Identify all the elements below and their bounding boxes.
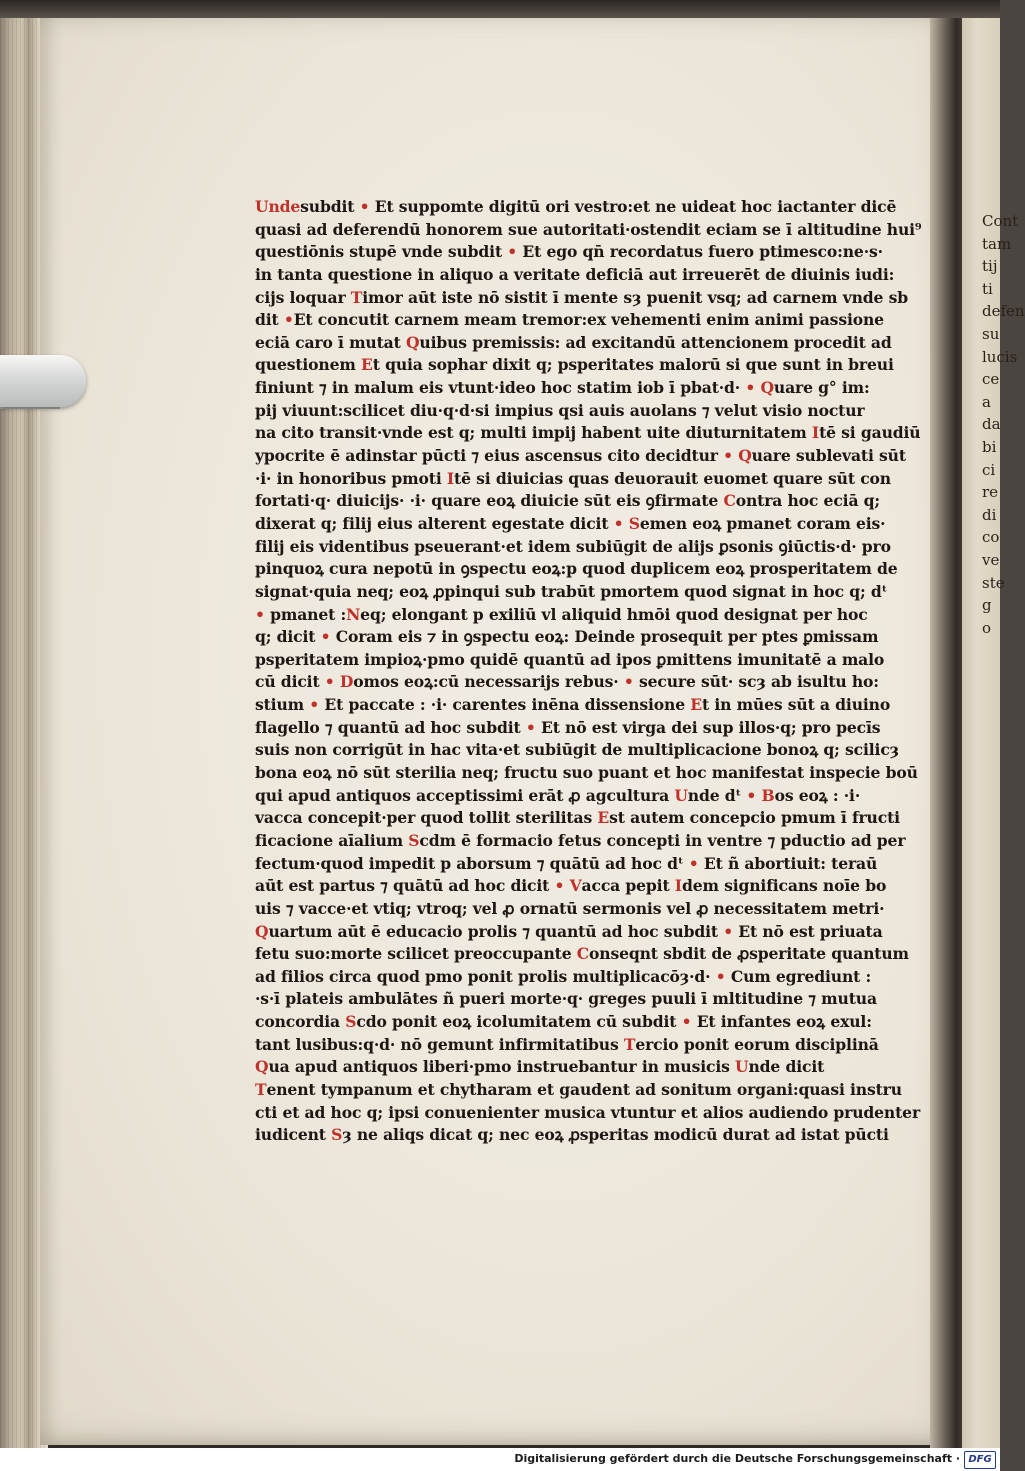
rubricated-initial: I: [446, 468, 455, 488]
paragraph-mark: •: [715, 966, 726, 986]
rubricated-initial: I: [674, 876, 682, 896]
rubricated-initial: S: [331, 1125, 343, 1145]
text-segment: uare g° im:: [773, 378, 870, 398]
text-segment: Et suppomte digitū ori vestro:et ne uideat hoc iactanter dicē: [369, 197, 897, 216]
text-line: [255, 739, 899, 762]
adjacent-page-text: [960, 210, 1025, 639]
rubricated-initial: Unde: [255, 197, 301, 216]
adjacent-page-fragment: g: [982, 596, 992, 615]
text-segment: cdm ē formacio fetus concepti in ventre ⁊ pductio ad per: [419, 830, 906, 850]
text-line: [255, 196, 897, 219]
text-segment: nde dicit: [748, 1057, 825, 1077]
paragraph-mark: •: [681, 1012, 692, 1032]
text-line: [255, 1034, 879, 1057]
paragraph-mark: •: [613, 513, 624, 533]
text-line: [255, 1124, 889, 1147]
text-line: [255, 1102, 921, 1125]
text-line: [255, 671, 879, 694]
text-line: [255, 332, 892, 355]
adjacent-page-fragment: da: [982, 415, 1001, 434]
text-segment: ·i· in honoribus pmoti: [255, 468, 447, 488]
rubricated-initial: U: [735, 1057, 749, 1077]
paragraph-mark: •: [688, 853, 699, 873]
dfg-logo-icon: DFG: [964, 1451, 996, 1469]
text-segment: dit: [255, 310, 284, 330]
text-segment: Et ñ abortiuit: teraū: [698, 853, 878, 873]
text-segment: eq; elongant p exiliū vl aliquid hmōi quod designat per hoc: [360, 604, 868, 624]
rubricated-initial: S: [345, 1012, 357, 1032]
page-clip-icon: [0, 355, 86, 407]
text-line: [255, 400, 875, 423]
text-line: [255, 536, 891, 559]
text-segment: tē si gaudiū: [819, 423, 921, 443]
text-line: [255, 807, 900, 830]
paragraph-mark: •: [320, 627, 331, 647]
adjacent-page-fragment: re: [982, 483, 999, 502]
text-segment: onseqnt sbdit de ꝓsperitate quantum: [589, 944, 909, 964]
text-segment: uibus premissis: ad excitandū attencionem procedit ad: [419, 332, 892, 352]
text-segment: ȝ ne aliqs dicat q; nec eoꝝ ꝓsperitas modicū durat ad istat pūcti: [342, 1125, 889, 1145]
text-line: [255, 966, 875, 989]
text-line: [255, 988, 875, 1011]
text-segment: eciā caro ī mutat: [255, 332, 406, 352]
text-segment: fectum·quod impedit p aborsum ⁊ quātū ad hoc dᵗ: [255, 853, 689, 873]
text-segment: uis ⁊ vacce·et vtiq; vtroq; vel ꝓ ornatū sermonis vel ꝓ necessitatem metri·: [255, 898, 885, 918]
paragraph-mark: •: [525, 717, 536, 737]
paragraph-mark: •: [309, 695, 320, 715]
paragraph-mark: •: [746, 785, 757, 805]
rubricated-initial: T: [350, 287, 363, 307]
text-segment: omos eoꝝ:cū necessarijs rebus·: [353, 672, 624, 692]
text-segment: ·s·ī plateis ambulātes ñ pueri morte·q· greges puuli ī mltitudine ⁊ mutua: [255, 989, 877, 1009]
rubricated-initial: E: [361, 355, 373, 375]
top-shadow: [0, 0, 1000, 18]
paragraph-mark: •: [723, 921, 734, 941]
rubricated-initial: D: [339, 672, 354, 692]
rubricated-initial: Q: [255, 921, 269, 941]
text-segment: t quia sophar dixit q; psperitates malorū si que sunt in breui: [372, 355, 894, 375]
adjacent-page-fragment: a: [982, 392, 991, 411]
text-line: [255, 1079, 902, 1102]
text-segment: os eoꝝ : ·i·: [774, 785, 861, 805]
text-segment: enent tympanum et chytharam et gaudent ad sonitum organi:quasi instru: [266, 1079, 902, 1099]
text-segment: pij viuunt:scilicet diu·q·d·si impius qsi auis auolans ⁊ velut visio noctur: [255, 400, 865, 420]
text-segment: nde dᵗ: [687, 785, 747, 805]
text-line: [255, 762, 918, 785]
adjacent-page-fragment: co: [982, 528, 1000, 547]
text-segment: ad filios circa quod pmo ponit prolis multiplicacōȝ·d·: [255, 966, 716, 986]
rubricated-initial: Q: [255, 1057, 269, 1077]
text-segment: Et concutit carnem meam tremor:ex vehementi enim animi passione: [293, 310, 884, 330]
text-segment: questionem: [255, 355, 362, 375]
text-segment: pmanet :: [264, 604, 347, 624]
text-line: [255, 694, 891, 717]
text-line: [255, 264, 895, 287]
text-line: [255, 309, 884, 332]
rubricated-initial: U: [674, 785, 688, 805]
text-segment: in tanta questione in aliquo a veritate deficiā aut irreuerēt de diuinis iudi:: [255, 264, 895, 284]
text-segment: ficacione aīalium: [255, 830, 409, 850]
text-segment: Et ego qn̄ recordatus fuero ptimesco:ne·s·: [517, 242, 883, 262]
text-segment: flagello ⁊ quantū ad hoc subdit: [255, 717, 526, 737]
paragraph-mark: •: [324, 672, 335, 692]
text-line: [255, 354, 894, 377]
text-segment: subdit: [300, 197, 360, 216]
text-line: [255, 445, 906, 468]
adjacent-page-fragment: su: [982, 324, 1000, 343]
text-line: [255, 377, 875, 400]
text-line: [255, 853, 878, 876]
text-segment: acca pepit: [581, 876, 675, 896]
rubricated-initial: E: [597, 808, 610, 828]
text-segment: secure sūt· scȝ ab isultu ho:: [633, 672, 879, 692]
text-line: [255, 626, 879, 649]
text-segment: filij eis videntibus pseuerant·et idem subiūgit de alijs ꝑsonis ꝯiūctis·d· pro: [255, 536, 891, 556]
footer-bar: [0, 1448, 1000, 1471]
text-segment: ua apud antiquos liberi·pmo instruebantur in musicis: [268, 1057, 736, 1077]
rubricated-initial: I: [811, 423, 820, 443]
text-segment: t in mūes sūt a diuino: [702, 695, 891, 715]
rubricated-initial: T: [255, 1079, 267, 1099]
rubricated-initial: Q: [405, 332, 420, 352]
text-line: [255, 422, 921, 445]
text-segment: imor aūt iste nō sistit ī mente sȝ puenit vsq; ad carnem vnde sb: [362, 287, 908, 307]
text-segment: bona eoꝝ nō sūt sterilia neq; fructu suo puant et hoc manifestat inspecie boū: [255, 763, 918, 783]
adjacent-page-fragment: ste: [982, 573, 1005, 592]
text-segment: ercio ponit eorum disciplinā: [635, 1034, 879, 1054]
text-segment: iudicent: [255, 1125, 332, 1145]
text-segment: dem significans noīe bo: [681, 876, 887, 896]
text-line: [255, 558, 898, 581]
paragraph-mark: •: [623, 672, 634, 692]
text-segment: na cito transit·vnde est q; multi impij habent uite diuturnitatem: [255, 423, 812, 443]
rubricated-initial: S: [408, 830, 420, 850]
text-segment: finiunt ⁊ in malum eis vtunt·ideo hoc statim iob ī pbat·d·: [255, 378, 746, 398]
text-segment: Et nō est virga dei sup illos·q; pro pecīs: [535, 717, 881, 737]
text-segment: ypocrite ē adinstar pūcti ⁊ eius ascensus cito decidtur: [255, 446, 724, 466]
adjacent-page-edge: [962, 0, 1025, 1448]
rubricated-initial: N: [346, 604, 361, 624]
incunabula-text-block: [255, 196, 922, 1147]
text-segment: aūt est partus ⁊ quātū ad hoc dicit: [255, 876, 555, 896]
rubricated-initial: C: [723, 491, 736, 511]
rubricated-initial: Q: [760, 378, 774, 398]
text-line: [255, 1011, 875, 1034]
text-line: [255, 717, 881, 740]
paragraph-mark: •: [255, 604, 265, 624]
text-line: [255, 513, 886, 536]
text-segment: concordia: [255, 1012, 346, 1032]
text-segment: cdo ponit eoꝝ icolumitatem cū subdit: [356, 1012, 682, 1032]
text-line: [255, 1056, 875, 1079]
adjacent-page-fragment: defen: [982, 302, 1025, 321]
paragraph-mark: •: [507, 242, 518, 262]
paragraph-mark: •: [745, 378, 756, 398]
text-segment: psperitatem impioꝝ·pmo quidē quantū ad ipos ꝑmittens imunitatē a malo: [255, 649, 885, 669]
text-segment: qui apud antiquos acceptissimi erāt ꝓ agcultura: [255, 785, 675, 805]
text-line: [255, 490, 881, 513]
text-segment: cti et ad hoc q; ipsi conuenienter musica vtuntur et alios audiendo prudenter: [255, 1102, 921, 1122]
text-segment: signat·quia neq; eoꝝ ꝓpinqui sub trabūt pmortem quod signat in hoc q; dᵗ: [255, 581, 888, 601]
text-segment: ontra hoc eciā q;: [735, 491, 881, 511]
text-segment: stium: [255, 695, 310, 715]
paragraph-mark: •: [359, 197, 370, 216]
text-line: [255, 468, 891, 491]
adjacent-page-fragment: ci: [982, 460, 996, 479]
adjacent-page-fragment: Cont: [982, 212, 1019, 230]
rubricated-initial: T: [623, 1034, 636, 1054]
text-segment: pinquoꝝ cura nepotū in ꝯspectu eoꝝ:p quod duplicem eoꝝ prosperitatem de: [255, 559, 898, 579]
text-line: [255, 785, 875, 808]
paragraph-mark: •: [283, 310, 294, 330]
text-segment: uare sublevati sūt: [751, 446, 906, 466]
text-segment: Cum egrediunt :: [725, 966, 872, 986]
text-line: [255, 875, 887, 898]
rubricated-initial: V: [569, 876, 582, 896]
text-line: [255, 649, 885, 672]
adjacent-page-fragment: di: [982, 505, 997, 524]
text-segment: fetu suo:morte scilicet preoccupante: [255, 944, 577, 964]
text-segment: cijs loquar: [255, 287, 351, 307]
text-line: [255, 898, 885, 921]
text-segment: tē si diuicias quas deuorauit euomet quare sūt con: [454, 468, 891, 488]
text-line: [255, 921, 883, 944]
text-segment: vacca concepit·per quod tollit sterilitas: [255, 808, 598, 828]
adjacent-page-fragment: o: [982, 618, 992, 637]
text-segment: Et paccate : ·i· carentes inēna dissensione: [319, 695, 691, 715]
rubricated-initial: C: [576, 944, 590, 964]
text-segment: q; dicit: [255, 627, 321, 647]
text-segment: Et infantes eoꝝ exul:: [691, 1012, 872, 1032]
adjacent-page-fragment: ce: [982, 370, 1000, 389]
text-line: [255, 219, 922, 242]
rubricated-initial: S: [628, 513, 640, 533]
text-segment: dixerat q; filij eius alterent egestate dicit: [255, 513, 614, 533]
adjacent-page-fragment: bi: [982, 437, 997, 456]
adjacent-page-fragment: lucis: [982, 347, 1018, 366]
rubricated-initial: E: [690, 695, 702, 715]
adjacent-page-fragment: ti: [982, 279, 993, 298]
rubricated-initial: B: [761, 785, 775, 805]
adjacent-page-fragment: ve: [982, 550, 1000, 569]
text-segment: tant lusibus:q·d· nō gemunt infirmitatibus: [255, 1034, 624, 1054]
text-segment: quasi ad deferendū honorem sue autoritati·ostendit eciam se ī altitudine hui⁹: [255, 219, 922, 239]
text-segment: questiōnis stupē vnde subdit: [255, 242, 508, 262]
text-line: [255, 581, 888, 604]
text-line: [255, 830, 906, 853]
text-line: [255, 604, 875, 627]
text-segment: cū dicit: [255, 672, 325, 692]
adjacent-page-fragment: tij: [982, 257, 998, 276]
text-segment: Coram eis ⁊ in ꝯspectu eoꝝ: Deinde prosequit per ptes ꝑmissam: [330, 627, 879, 647]
text-line: [255, 943, 909, 966]
text-segment: uartum aūt ē educacio prolis ⁊ quantū ad hoc subdit: [268, 921, 724, 941]
text-line: [255, 287, 908, 310]
footer-credit: Digitalisierung gefördert durch die Deutsche Forschungsgemeinschaft ·: [514, 1452, 960, 1465]
rubricated-initial: Q: [738, 446, 752, 466]
text-segment: emen eoꝝ pmanet coram eis·: [639, 513, 886, 533]
text-line: [255, 241, 883, 264]
text-segment: Et nō est priuata: [733, 921, 883, 941]
text-segment: suis non corrigūt in hac vita·et subiūgit de multiplicacione bonoꝝ q; scilicȝ: [255, 740, 899, 760]
paragraph-mark: •: [554, 876, 565, 896]
paragraph-mark: •: [723, 446, 733, 466]
adjacent-page-fragment: tam: [982, 234, 1012, 253]
text-segment: fortati·q· diuicijs· ·i· quare eoꝝ diuicie sūt eis ꝯfirmate: [255, 491, 724, 511]
text-segment: st autem concepcio pmum ī fructi: [609, 808, 900, 828]
